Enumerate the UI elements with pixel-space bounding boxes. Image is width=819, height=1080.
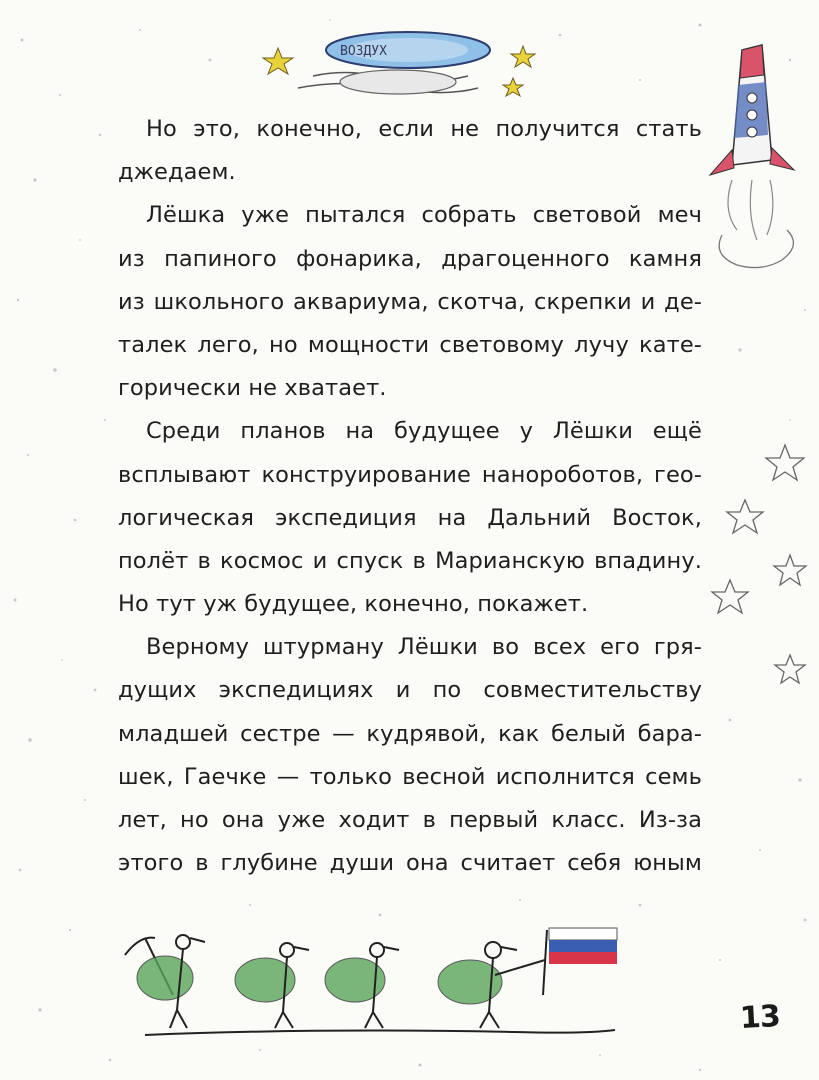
text-line: шек, Гаечке — только весной исполнится семь [118, 763, 702, 790]
text-line: полёт в космос и спуск в Марианскую впадину. [118, 547, 702, 574]
paragraph-2 [118, 194, 702, 410]
text-line: Верному штурману Лёшки во всех его гря- [146, 634, 702, 661]
text-line: Лёшка уже пытался собрать световой меч [146, 202, 702, 229]
paragraph-3 [118, 410, 702, 626]
rocket-icon [710, 45, 794, 268]
text-line: из школьного аквариума, скотча, скрепки и де- [118, 288, 702, 315]
text-line: логическая экспедиция на Дальний Восток, [118, 504, 702, 531]
text-line: горически не хватает. [118, 375, 387, 402]
expedition-figures-icon [125, 928, 617, 1035]
text-line: Среди планов на будущее у Лёшки ещё [146, 418, 702, 445]
expedition-illustration [115, 920, 635, 1045]
air-balloon-icon [298, 32, 490, 94]
balloon-label: ВОЗДУХ [340, 44, 387, 59]
text-line: лет, но она уже ходит в первый класс. Из-за [118, 807, 702, 833]
paragraph-4 [118, 626, 702, 885]
text-line: Но это, конечно, если не получится стать [146, 116, 702, 142]
paragraph-1 [118, 108, 702, 194]
text-line: всплывают конструирование нанороботов, гео- [118, 461, 702, 488]
text-line: из папиного фонарика, драгоценного камня [118, 245, 702, 272]
star-icon [712, 445, 806, 683]
text-line: джедаем. [118, 159, 236, 186]
text-line: дущих экспедициях и по совместительству [118, 677, 702, 704]
text-line: Но тут уж будущее, конечно, покажет. [118, 591, 589, 618]
rocket-illustration [702, 40, 817, 280]
air-balloon-illustration [258, 18, 548, 108]
text-body [118, 108, 702, 885]
page-number: 13 [739, 998, 781, 1037]
text-line: талек лего, но мощности световому лучу кате- [118, 331, 702, 358]
text-line: младшей сестре — кудрявой, как белый бара- [118, 720, 702, 747]
side-stars [705, 440, 815, 700]
text-line: этого в глубине души она считает себя юным [118, 850, 702, 877]
